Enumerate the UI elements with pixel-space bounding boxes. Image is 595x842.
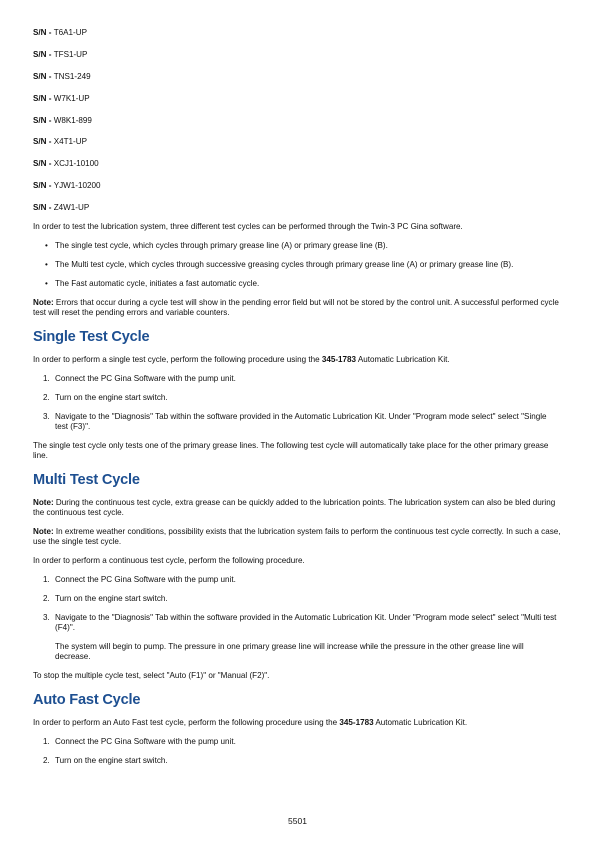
note-errors	[33, 298, 561, 318]
multi-steps	[33, 575, 561, 662]
step-text: Navigate to the "Diagnosis" Tab within the software provided in the Automatic Lubrication Kit. Under "Program mode select" select "Multi test (F4)".	[55, 613, 557, 633]
single-steps	[33, 374, 561, 432]
step-number: 2.	[43, 756, 50, 766]
step-item	[33, 594, 561, 604]
sn-label: S/N -	[33, 28, 54, 37]
bullet-icon: •	[45, 241, 48, 251]
sn-label: S/N -	[33, 49, 54, 59]
sn-label: S/N -	[33, 71, 54, 81]
step-number: 2.	[43, 393, 50, 403]
step-number: 1.	[43, 737, 50, 747]
section-heading-auto-fast: Auto Fast Cycle	[33, 692, 141, 709]
step-item	[33, 374, 561, 384]
list-item	[45, 260, 561, 270]
serial-number-list	[33, 28, 561, 213]
step-text: Turn on the engine start switch.	[55, 594, 168, 604]
cycle-type-list	[33, 241, 561, 289]
note-label: Note:	[33, 298, 54, 308]
intro-text: In order to perform a single test cycle, perform the following procedure using the	[33, 355, 322, 365]
step-number: 1.	[43, 374, 50, 384]
list-item-text: The Fast automatic cycle, initiates a fast automatic cycle.	[55, 279, 260, 289]
step-text: Navigate to the "Diagnosis" Tab within the software provided in the Automatic Lubrication Kit. Under "Program mode select" select "Single test (F3)".	[55, 412, 547, 432]
note-text: During the continuous test cycle, extra grease can be quickly added to the lubrication points. The lubrication system can also be bled during the continuous test cycle.	[33, 498, 556, 518]
sn-label: S/N -	[33, 159, 54, 169]
step-number: 3.	[43, 613, 50, 623]
serial-number-line	[33, 94, 561, 104]
section-heading-multi-test: Multi Test Cycle	[33, 472, 140, 489]
sn-label: S/N -	[33, 93, 54, 103]
document-body	[33, 28, 561, 775]
serial-number-line	[33, 116, 561, 126]
step-item	[33, 412, 561, 432]
multi-closing: To stop the multiple cycle test, select "Auto (F1)" or "Manual (F2)".	[33, 671, 270, 681]
sn-label: S/N -	[33, 203, 54, 213]
note-weather	[33, 527, 561, 547]
step-item	[33, 393, 561, 403]
note-text: In extreme weather conditions, possibility exists that the lubrication system fails to perform the continuous test cycle correctly. In such a case, use the single test cycle.	[33, 527, 561, 547]
serial-number-line	[33, 181, 561, 191]
step-text: Turn on the engine start switch.	[55, 393, 168, 403]
serial-number-line	[33, 72, 561, 82]
bullet-icon: •	[45, 260, 48, 270]
intro-text: In order to perform an Auto Fast test cycle, perform the following procedure using the	[33, 718, 340, 728]
page-number: 5501	[288, 816, 307, 826]
kit-part-number: 345-1783	[339, 718, 374, 728]
note-text: Errors that occur during a cycle test will show in the pending error field but will not be stored by the control unit. A successful performed cycle test will reset the pending errors and variable counters.	[33, 298, 559, 318]
auto-steps	[33, 737, 561, 766]
step-item	[33, 575, 561, 585]
intro-text-end: Automatic Lubrication Kit.	[356, 355, 450, 365]
serial-number-line	[33, 137, 561, 147]
section-heading-single-test: Single Test Cycle	[33, 329, 150, 346]
step-number: 3.	[43, 412, 50, 422]
kit-part-number: 345-1783	[321, 355, 357, 365]
serial-number-line	[33, 203, 561, 213]
sn-value: Z4W1-UP	[53, 203, 90, 213]
list-item	[45, 241, 561, 251]
sn-value: TFS1-UP	[53, 49, 88, 59]
serial-number-line	[33, 50, 561, 60]
sn-value: TNS1-249	[53, 71, 91, 81]
list-item	[45, 279, 561, 289]
sn-label: S/N -	[33, 181, 54, 191]
sn-value: X4T1-UP	[53, 137, 87, 147]
note-label: Note:	[33, 498, 54, 508]
list-item-text: The single test cycle, which cycles through primary grease line (A) or primary grease line (B).	[55, 241, 388, 251]
step-number: 2.	[43, 594, 50, 604]
intro-text-end: Automatic Lubrication Kit.	[373, 718, 468, 728]
sn-value: XCJ1-10100	[53, 159, 99, 169]
step-result: The system will begin to pump. The pressure in one primary grease line will increase while the pressure in the other grease line will decrease.	[55, 642, 524, 662]
single-closing: The single test cycle only tests one of the primary grease lines. The following test cycle will automatically take place for the other primary grease line.	[33, 441, 549, 461]
sn-label: S/N -	[33, 115, 54, 125]
single-intro	[33, 355, 561, 365]
sn-value: W7K1-UP	[53, 93, 90, 103]
sn-value: YJW1-10200	[53, 181, 101, 191]
auto-intro	[33, 718, 561, 728]
step-item	[33, 613, 561, 662]
step-text: Turn on the engine start switch.	[55, 756, 168, 766]
step-number: 1.	[43, 575, 50, 585]
step-text: Connect the PC Gina Software with the pump unit.	[55, 374, 236, 384]
step-item	[33, 756, 561, 766]
sn-value: W8K1-899	[53, 115, 92, 125]
step-text: Connect the PC Gina Software with the pump unit.	[55, 737, 236, 747]
serial-number-line	[33, 159, 561, 169]
note-continuous	[33, 498, 561, 518]
step-text: Connect the PC Gina Software with the pump unit.	[55, 575, 236, 585]
intro-paragraph: In order to test the lubrication system, three different test cycles can be performed through the Twin-3 PC Gina software.	[33, 222, 463, 232]
multi-intro: In order to perform a continuous test cycle, perform the following procedure.	[33, 556, 305, 566]
step-item	[33, 737, 561, 747]
list-item-text: The Multi test cycle, which cycles through successive greasing cycles through primary grease line (A) or primary grease line (B).	[55, 260, 514, 270]
sn-value: T6A1-UP	[53, 28, 87, 37]
sn-label: S/N -	[33, 137, 54, 147]
bullet-icon: •	[45, 279, 48, 289]
note-label: Note:	[33, 527, 54, 537]
serial-number-line	[33, 28, 561, 38]
